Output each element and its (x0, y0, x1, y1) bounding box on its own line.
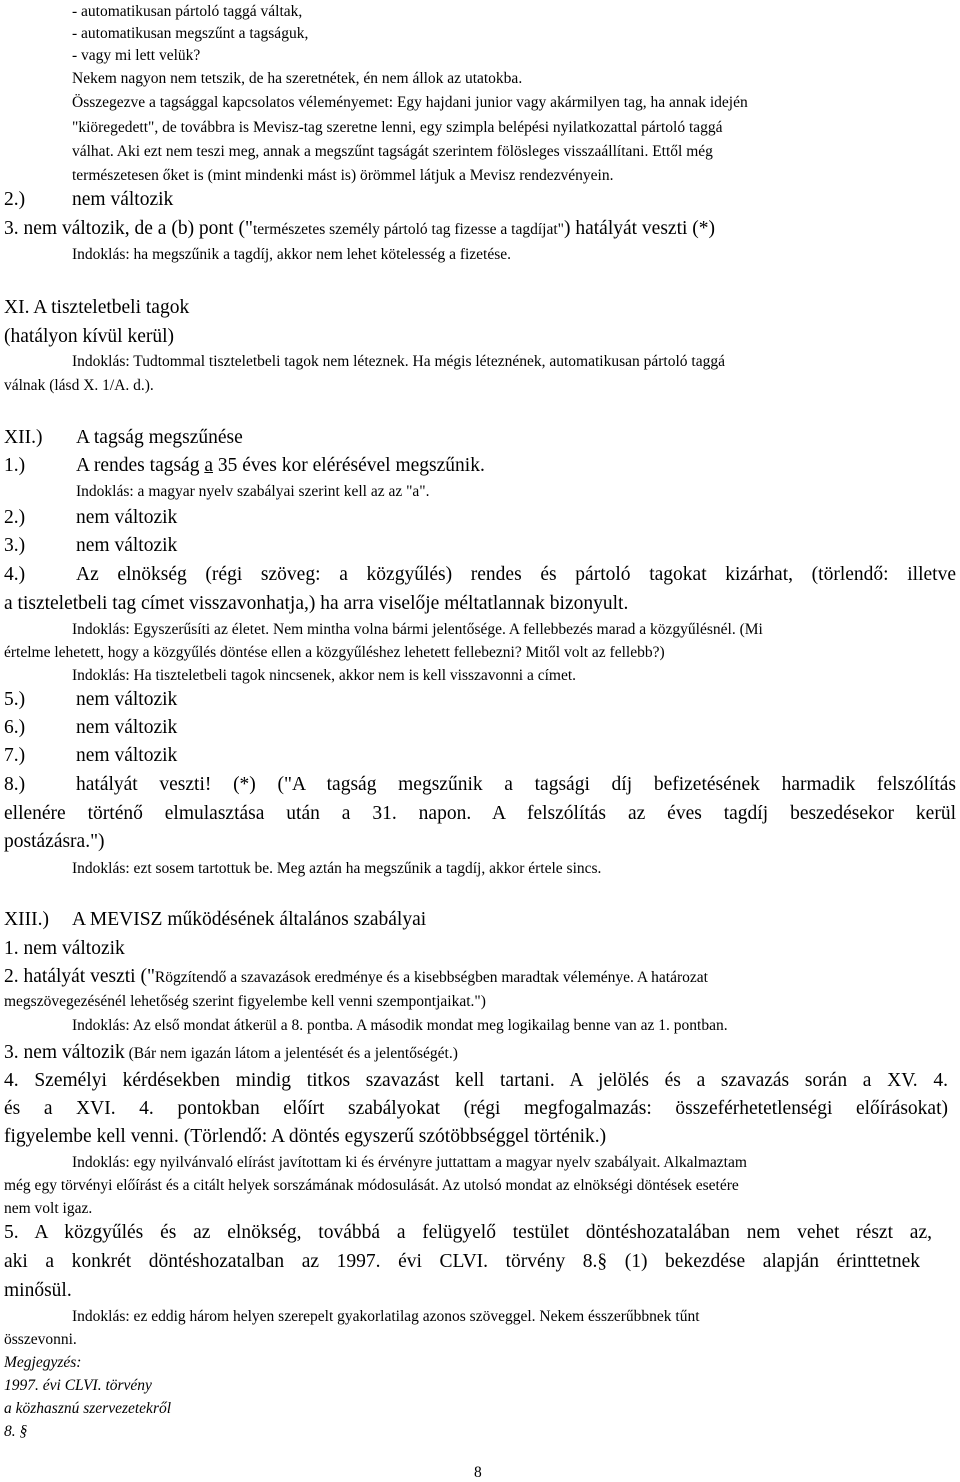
item-text: nem változik (76, 745, 178, 766)
item-text: 4. Személyi kérdésekben mindig titkos szavazást kell tartani. A jelölés és a szavazás során a XV. 4. (4, 1070, 948, 1091)
justification-line: értelme lehetett, hogy a közgyűlés döntése ellen a közgyűléshez lehetett fellebezni? Mitől volt az fellebb?) (4, 644, 665, 661)
item-text: nem változik (76, 717, 178, 738)
item-number: 7.) (4, 745, 26, 766)
note-line: 8. § (4, 1423, 28, 1440)
note-line: a közhasznú szervezetekről (4, 1400, 172, 1417)
paragraph-line: Összegezve a tagsággal kapcsolatos véleményemet: Egy hajdani junior vagy akármilyen tag, ha annak idején (72, 94, 748, 111)
item-text: a tiszteletbeli tag címet visszavonhatja,) ha arra viselője méltatlannak bizonyult. (4, 593, 629, 614)
note-line: 1997. évi CLVI. törvény (4, 1377, 152, 1394)
justification-line: Indoklás: ha megszűnik a tagdíj, akkor nem lehet kötelesség a fizetése. (72, 246, 512, 263)
section-heading: A MEVISZ működésének általános szabályai (72, 909, 427, 930)
item-text: Az elnökség (régi szöveg: a közgyűlés) rendes és pártoló tagokat kizárhat, (törlendő: illetve (76, 564, 956, 585)
item-text: minősül. (4, 1280, 72, 1301)
quoted-text: természetes személy pártoló tag fizesse a tagdíjat" (252, 221, 564, 238)
section-subheading: (hatályon kívül kerül) (4, 326, 175, 347)
justification-line: Indoklás: ezt sosem tartottuk be. Meg aztán ha megszűnik a tagdíj, akkor értele sincs. (72, 860, 602, 877)
item-number: 8.) (4, 774, 26, 795)
section-heading: XI. A tiszteletbeli tagok (4, 297, 190, 318)
item-number: 2.) (4, 507, 26, 528)
section-number: XII.) (4, 427, 43, 448)
justification-line: Indoklás: Az első mondat átkerül a 8. pontba. A második mondat meg logikailag benne van az 1. pontban. (72, 1017, 728, 1034)
item-text: nem változik (76, 507, 178, 528)
justification-line: Indoklás: Ha tiszteletbeli tagok nincsenek, akkor nem is kell visszavonni a címet. (72, 667, 577, 684)
note-heading: Megjegyzés: (4, 1354, 82, 1371)
justification-line: Indoklás: Tudtommal tiszteletbeli tagok nem léteznek. Ha mégis léteznének, automatikusan pártoló taggá (72, 353, 725, 370)
quoted-text: Rögzítendő a szavazások eredménye és a kisebbségben maradtak véleménye. A határozat (154, 969, 708, 986)
item-text: figyelembe kell venni. (Törlendő: A döntés egyszerű szótöbbséggel történik.) (4, 1126, 607, 1147)
item-text: nem változik (76, 689, 178, 710)
item-text: 3. nem változik, de a (b) pont (" (4, 218, 253, 239)
justification-line: még egy törvényi előírást és a citált helyek sorszámának módosulását. Az utolsó mondat az elnökségi döntések esetére (4, 1177, 739, 1194)
item-text: ) hatályát veszti (*) (563, 218, 716, 239)
list-item: - automatikusan pártoló taggá váltak, (72, 3, 303, 20)
item-text: nem változik (76, 535, 178, 556)
underlined-word: a (204, 455, 213, 476)
justification-line: Indoklás: egy nyilvánvaló elírást javítottam ki és érvényre juttattam a magyar nyelv szabályait. Alkalmaztam (72, 1154, 747, 1171)
item-number: 5.) (4, 689, 26, 710)
item-text: hatályát veszti! (*) ("A tagság megszűnik a tagsági díj befizetésének harmadik felszólítás (76, 774, 956, 795)
comment-text: (Bár nem igazán látom a jelentését és a jelentőségét.) (124, 1045, 458, 1062)
item-text: aki a konkrét döntéshozatalban az 1997. évi CLVI. törvény 8.§ (1) bekezdése alapján érinttetnek (4, 1251, 920, 1272)
item-text: A rendes tagság (76, 455, 205, 476)
item-text: 35 éves kor elérésével megszűnik. (213, 455, 485, 476)
item-number: 2.) (4, 189, 26, 210)
item-text: nem változik (72, 189, 174, 210)
item-text: 2. hatályát veszti (" (4, 966, 155, 987)
item-text: ellenére történő elmulasztása után a 31. napon. A felszólítás az éves tagdíj beszedésekor kerül (4, 803, 956, 824)
justification-line: Indoklás: ez eddig három helyen szerepelt gyakorlatilag azonos szöveggel. Nekem ésszerűbbnek tűnt (72, 1308, 700, 1325)
item-line (4, 219, 715, 239)
item-number: 6.) (4, 717, 26, 738)
list-item: - vagy mi lett velük? (72, 47, 201, 64)
item-text: 3. nem változik (4, 1042, 125, 1063)
page-number: 8 (474, 1464, 482, 1481)
item-line (4, 1043, 458, 1063)
item-line (4, 967, 708, 987)
paragraph-line: válhat. Aki ezt nem teszi meg, annak a megszűnt tagságát szerintem fölösleges visszaállítani. Ettől még (72, 143, 713, 160)
item-number: 3.) (4, 535, 26, 556)
justification-line: összevonni. (4, 1331, 77, 1348)
quoted-text: megszövegezésénél lehetőség szerint figyelembe kell venni szempontjaikat.") (4, 993, 486, 1010)
item-text: 5. A közgyűlés és az elnökség, továbbá a felügyelő testület döntéshozatalában nem vehet részt az, (4, 1222, 932, 1243)
paragraph-line: Nekem nagyon nem tetszik, de ha szeretnétek, én nem állok az utatokba. (72, 70, 523, 87)
item-text: és a XVI. 4. pontokban előírt szabályokat (régi megfogalmazás: összeférhetetlenségi előírásokat) (4, 1098, 948, 1119)
section-number: XIII.) (4, 909, 49, 930)
item-number: 1.) (4, 455, 26, 476)
justification-line: válnak (lásd X. 1/A. d.). (4, 377, 154, 394)
paragraph-line: "kiöregedett", de továbbra is Mevisz-tag szeretne lenni, egy szimpla belépési nyilatkozattal pártoló taggá (72, 119, 723, 136)
paragraph-line: természetesen őket is (mint mindenki mást is) örömmel látjuk a Mevisz rendezvényein. (72, 167, 614, 184)
justification-line: nem volt igaz. (4, 1200, 93, 1217)
item-number: 4.) (4, 564, 26, 585)
item-text: postázásra.") (4, 831, 105, 852)
list-item: - automatikusan megszűnt a tagságuk, (72, 25, 309, 42)
section-heading: A tagság megszűnése (76, 427, 243, 448)
item-text: 1. nem változik (4, 938, 125, 959)
item-line (76, 456, 485, 476)
justification-line: Indoklás: Egyszerűsíti az életet. Nem mintha volna bármi jelentősége. A fellebbezés marad a közgyűlésnél. (Mi (72, 621, 763, 638)
justification-line: Indoklás: a magyar nyelv szabályai szerint kell az az "a". (76, 483, 430, 500)
